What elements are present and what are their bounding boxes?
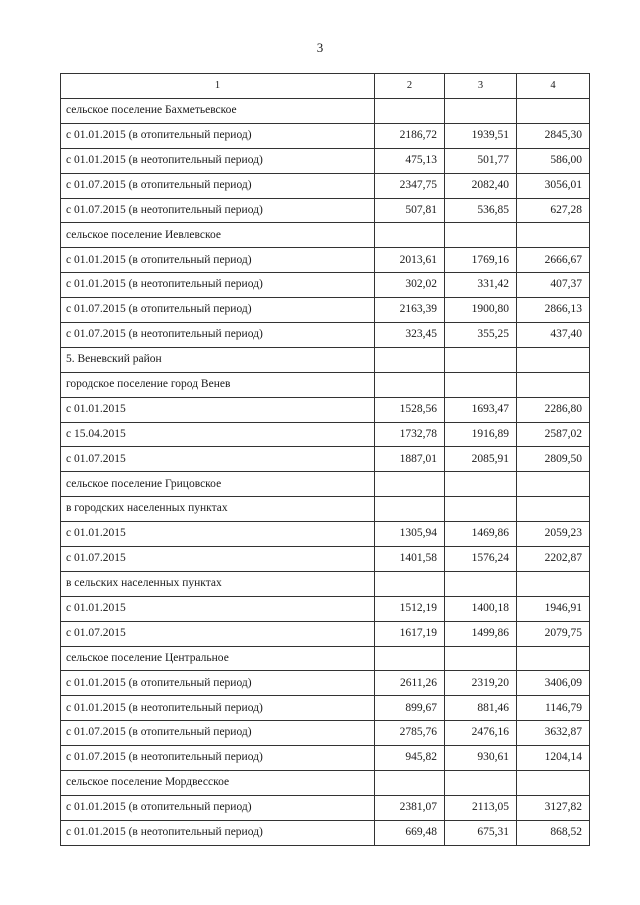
value-cell <box>517 99 590 124</box>
value-cell: 1693,47 <box>445 397 517 422</box>
value-cell <box>375 571 445 596</box>
value-cell: 1576,24 <box>445 547 517 572</box>
value-cell: 2079,75 <box>517 621 590 646</box>
row-label: с 01.07.2015 (в неотопительный период) <box>61 746 375 771</box>
column-header: 3 <box>445 74 517 99</box>
value-cell <box>517 571 590 596</box>
value-cell: 881,46 <box>445 696 517 721</box>
row-label: сельское поселение Грицовское <box>61 472 375 497</box>
table-row <box>61 372 590 397</box>
table-body <box>61 99 590 846</box>
value-cell <box>375 223 445 248</box>
value-cell: 3127,82 <box>517 795 590 820</box>
row-label: с 01.01.2015 <box>61 397 375 422</box>
row-label: с 01.01.2015 (в отопительный период) <box>61 248 375 273</box>
row-label: с 01.07.2015 <box>61 621 375 646</box>
value-cell: 2845,30 <box>517 123 590 148</box>
value-cell: 627,28 <box>517 198 590 223</box>
value-cell: 2611,26 <box>375 671 445 696</box>
value-cell: 475,13 <box>375 148 445 173</box>
value-cell <box>445 497 517 522</box>
value-cell: 586,00 <box>517 148 590 173</box>
value-cell: 2202,87 <box>517 547 590 572</box>
table-row <box>61 248 590 273</box>
table-row <box>61 298 590 323</box>
table-row <box>61 273 590 298</box>
row-label: с 01.01.2015 (в отопительный период) <box>61 795 375 820</box>
table-row <box>61 422 590 447</box>
table-row <box>61 223 590 248</box>
table-row <box>61 99 590 124</box>
value-cell: 536,85 <box>445 198 517 223</box>
table-row <box>61 795 590 820</box>
value-cell <box>375 372 445 397</box>
row-label: с 01.01.2015 (в отопительный период) <box>61 123 375 148</box>
value-cell: 2866,13 <box>517 298 590 323</box>
value-cell <box>517 223 590 248</box>
row-label: с 01.01.2015 (в отопительный период) <box>61 671 375 696</box>
value-cell: 1528,56 <box>375 397 445 422</box>
value-cell <box>375 646 445 671</box>
value-cell <box>445 646 517 671</box>
value-cell <box>517 646 590 671</box>
row-label: с 01.07.2015 <box>61 547 375 572</box>
value-cell: 2013,61 <box>375 248 445 273</box>
row-label: с 01.07.2015 (в неотопительный период) <box>61 198 375 223</box>
value-cell: 331,42 <box>445 273 517 298</box>
value-cell <box>445 571 517 596</box>
row-label: с 15.04.2015 <box>61 422 375 447</box>
table-row <box>61 547 590 572</box>
value-cell: 930,61 <box>445 746 517 771</box>
column-header: 1 <box>61 74 375 99</box>
value-cell: 3056,01 <box>517 173 590 198</box>
table-row <box>61 820 590 845</box>
value-cell: 3632,87 <box>517 721 590 746</box>
value-cell <box>445 771 517 796</box>
value-cell: 507,81 <box>375 198 445 223</box>
table-row <box>61 696 590 721</box>
value-cell <box>375 497 445 522</box>
value-cell: 1769,16 <box>445 248 517 273</box>
row-label: с 01.07.2015 (в неотопительный период) <box>61 323 375 348</box>
value-cell: 1499,86 <box>445 621 517 646</box>
table-row <box>61 571 590 596</box>
value-cell: 2587,02 <box>517 422 590 447</box>
table-row <box>61 497 590 522</box>
row-label: городское поселение город Венев <box>61 372 375 397</box>
value-cell: 2785,76 <box>375 721 445 746</box>
table-row <box>61 472 590 497</box>
value-cell: 1617,19 <box>375 621 445 646</box>
table-row <box>61 596 590 621</box>
table-row <box>61 323 590 348</box>
row-label: сельское поселение Мордвесское <box>61 771 375 796</box>
value-cell <box>445 472 517 497</box>
value-cell: 1146,79 <box>517 696 590 721</box>
table-row <box>61 173 590 198</box>
value-cell: 945,82 <box>375 746 445 771</box>
value-cell <box>517 771 590 796</box>
value-cell: 2085,91 <box>445 447 517 472</box>
value-cell: 2286,80 <box>517 397 590 422</box>
page-number: 3 <box>316 40 324 55</box>
value-cell <box>517 372 590 397</box>
value-cell: 2082,40 <box>445 173 517 198</box>
row-label: сельское поселение Бахметьевское <box>61 99 375 124</box>
value-cell: 1401,58 <box>375 547 445 572</box>
value-cell: 669,48 <box>375 820 445 845</box>
value-cell: 1939,51 <box>445 123 517 148</box>
table-row <box>61 671 590 696</box>
row-label: с 01.01.2015 (в неотопительный период) <box>61 148 375 173</box>
value-cell <box>445 223 517 248</box>
column-header: 4 <box>517 74 590 99</box>
value-cell <box>375 771 445 796</box>
table-row <box>61 746 590 771</box>
value-cell: 355,25 <box>445 323 517 348</box>
tariff-table <box>60 73 590 846</box>
row-label: с 01.01.2015 <box>61 522 375 547</box>
value-cell <box>445 99 517 124</box>
row-label: с 01.07.2015 <box>61 447 375 472</box>
value-cell <box>375 347 445 372</box>
value-cell: 2113,05 <box>445 795 517 820</box>
value-cell: 501,77 <box>445 148 517 173</box>
value-cell: 1204,14 <box>517 746 590 771</box>
value-cell: 302,02 <box>375 273 445 298</box>
value-cell: 2163,39 <box>375 298 445 323</box>
row-label: в городских населенных пунктах <box>61 497 375 522</box>
row-label: сельское поселение Иевлевское <box>61 223 375 248</box>
row-label: в сельских населенных пунктах <box>61 571 375 596</box>
value-cell: 1400,18 <box>445 596 517 621</box>
table-row <box>61 148 590 173</box>
value-cell: 1732,78 <box>375 422 445 447</box>
value-cell <box>375 99 445 124</box>
row-label: с 01.07.2015 (в отопительный период) <box>61 721 375 746</box>
row-label: 5. Веневский район <box>61 347 375 372</box>
row-label: с 01.01.2015 (в неотопительный период) <box>61 273 375 298</box>
value-cell: 2347,75 <box>375 173 445 198</box>
table-row <box>61 771 590 796</box>
value-cell: 675,31 <box>445 820 517 845</box>
row-label: с 01.01.2015 (в неотопительный период) <box>61 820 375 845</box>
table-row <box>61 397 590 422</box>
value-cell: 1305,94 <box>375 522 445 547</box>
value-cell <box>375 472 445 497</box>
table-header-row <box>61 74 590 99</box>
row-label: с 01.07.2015 (в отопительный период) <box>61 173 375 198</box>
value-cell: 3406,09 <box>517 671 590 696</box>
table-row <box>61 621 590 646</box>
row-label: с 01.07.2015 (в отопительный период) <box>61 298 375 323</box>
value-cell: 323,45 <box>375 323 445 348</box>
value-cell <box>517 472 590 497</box>
table-row <box>61 198 590 223</box>
value-cell: 899,67 <box>375 696 445 721</box>
value-cell: 2476,16 <box>445 721 517 746</box>
value-cell: 1469,86 <box>445 522 517 547</box>
value-cell: 868,52 <box>517 820 590 845</box>
value-cell: 407,37 <box>517 273 590 298</box>
value-cell: 2319,20 <box>445 671 517 696</box>
value-cell <box>445 347 517 372</box>
table-row <box>61 123 590 148</box>
value-cell <box>517 347 590 372</box>
value-cell: 2666,67 <box>517 248 590 273</box>
table-row <box>61 646 590 671</box>
value-cell: 2059,23 <box>517 522 590 547</box>
value-cell: 1512,19 <box>375 596 445 621</box>
row-label: сельское поселение Центральное <box>61 646 375 671</box>
table-row <box>61 721 590 746</box>
column-header: 2 <box>375 74 445 99</box>
table-row <box>61 522 590 547</box>
value-cell: 437,40 <box>517 323 590 348</box>
table-row <box>61 347 590 372</box>
value-cell <box>445 372 517 397</box>
value-cell: 2809,50 <box>517 447 590 472</box>
row-label: с 01.01.2015 (в неотопительный период) <box>61 696 375 721</box>
value-cell: 1887,01 <box>375 447 445 472</box>
row-label: с 01.01.2015 <box>61 596 375 621</box>
value-cell: 1916,89 <box>445 422 517 447</box>
value-cell: 1946,91 <box>517 596 590 621</box>
value-cell: 1900,80 <box>445 298 517 323</box>
value-cell: 2381,07 <box>375 795 445 820</box>
value-cell: 2186,72 <box>375 123 445 148</box>
table-row <box>61 447 590 472</box>
value-cell <box>517 497 590 522</box>
